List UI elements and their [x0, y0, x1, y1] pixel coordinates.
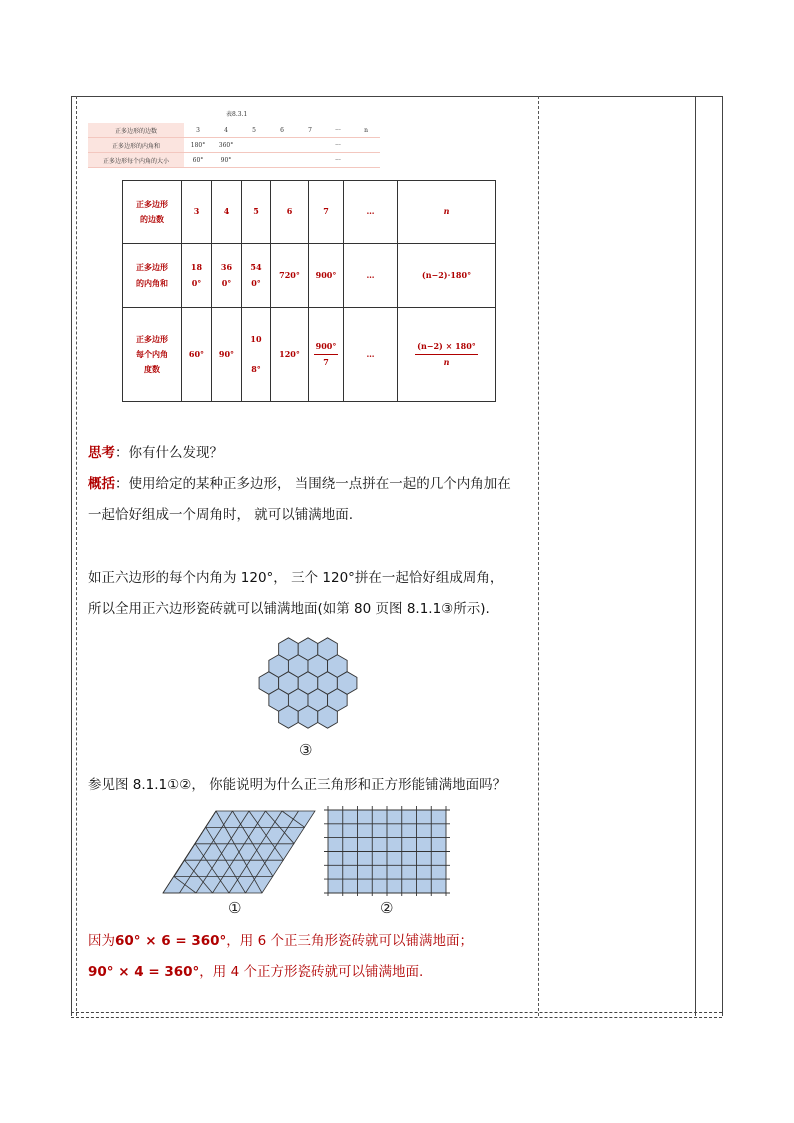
question-line: 参见图 8.1.1①②， 你能说明为什么正三角形和正方形能铺满地面吗？ — [88, 777, 507, 793]
table-row — [123, 181, 496, 244]
table-cell: … — [344, 244, 398, 308]
table-cell: 7 — [309, 181, 344, 244]
table-cell — [242, 308, 271, 402]
table-cell — [268, 153, 296, 168]
table-cell: 7 — [296, 123, 324, 138]
row-header: 正多边形的边数 — [88, 123, 184, 138]
row-header: 正多边形的内角和 — [88, 138, 184, 153]
table-cell: 180° — [184, 138, 212, 153]
table-cell: n — [398, 181, 496, 244]
table-cell — [398, 308, 496, 402]
figure-label: ① — [228, 899, 242, 917]
frame-line — [71, 1012, 722, 1013]
table-cell: … — [344, 181, 398, 244]
polygon-angle-table — [122, 180, 496, 402]
table-row — [88, 153, 380, 168]
table-cell: 5 — [242, 181, 271, 244]
header-line: 正多边形 — [136, 198, 168, 209]
table-cell: ··· — [324, 153, 352, 168]
summary-text: ：使用给定的某种正多边形， 当围绕一点拼在一起的几个内角加在 — [115, 476, 511, 492]
think-line — [88, 441, 223, 461]
table-cell: 60° — [182, 308, 212, 402]
figure-label: ② — [380, 899, 394, 917]
cell-part: 10 — [250, 333, 262, 344]
think-label: 思考 — [88, 445, 115, 461]
table-cell — [309, 308, 344, 402]
row-header — [123, 244, 182, 308]
table-cell — [352, 138, 380, 153]
table-cell: … — [344, 308, 398, 402]
table-cell: 90° — [212, 308, 242, 402]
table-cell: ··· — [324, 138, 352, 153]
cell-part: 18 — [190, 262, 203, 273]
table-cell — [268, 138, 296, 153]
table-cell: 6 — [271, 181, 309, 244]
answer-equation: 90° × 4 = 360° — [88, 964, 200, 980]
fraction — [314, 339, 339, 370]
summary-line-1 — [88, 472, 511, 492]
header-line: 正多边形 — [136, 262, 168, 273]
header-line: 的内角和 — [136, 277, 168, 288]
table-cell — [296, 138, 324, 153]
table-cell: (n−2)·180° — [398, 244, 496, 308]
frame-line — [71, 96, 72, 1016]
table-cell — [296, 153, 324, 168]
header-line: 正多边形 — [136, 333, 168, 344]
frame-line — [722, 96, 723, 1016]
table-cell: 3 — [184, 123, 212, 138]
table-cell — [240, 138, 268, 153]
cell-part: 8° — [251, 364, 261, 375]
table-cell: 5 — [240, 123, 268, 138]
hex-paragraph-line-2: 所以全用正六边形瓷砖就可以铺满地面(如第 80 页图 8.1.1③所示). — [88, 601, 490, 617]
table-cell: n — [352, 123, 380, 138]
answer-text: 因为 — [88, 933, 115, 949]
table-cell: 120° — [271, 308, 309, 402]
header-line: 度数 — [144, 364, 160, 375]
answer-text: ，用 6 个正三角形瓷砖就可以铺满地面； — [226, 933, 473, 949]
table-cell — [352, 153, 380, 168]
fraction-numerator: 900° — [314, 339, 339, 355]
table-cell: 900° — [309, 244, 344, 308]
table-row — [88, 138, 380, 153]
table-cell — [242, 244, 271, 308]
table-cell: 6 — [268, 123, 296, 138]
fraction — [415, 339, 478, 370]
cell-part: 0° — [251, 277, 261, 288]
frame-line — [538, 96, 539, 1016]
table-cell: 60° — [184, 153, 212, 168]
table-cell: 90° — [212, 153, 240, 168]
hex-paragraph-line-1: 如正六边形的每个内角为 120°， 三个 120°拼在一起恰好组成周角， — [88, 570, 504, 586]
summary-line-2: 一起恰好组成一个周角时， 就可以铺满地面. — [88, 507, 354, 523]
row-header — [123, 181, 182, 244]
table-row — [123, 308, 496, 402]
cell-part: 36 — [220, 262, 233, 273]
answer-line-1 — [88, 929, 473, 949]
cell-part: 0° — [191, 277, 202, 288]
cell-part: 0° — [221, 277, 232, 288]
think-text: ：你有什么发现？ — [115, 445, 223, 461]
table-row — [123, 244, 496, 308]
table-cell: ··· — [324, 123, 352, 138]
table-caption: 表8.3.1 — [226, 111, 248, 118]
hexagon-tiling-figure — [248, 628, 368, 738]
row-header: 正多边形每个内角的大小 — [88, 153, 184, 168]
answer-line-2 — [88, 960, 423, 980]
fraction-denominator: n — [443, 357, 450, 367]
fraction-denominator: 7 — [323, 357, 329, 367]
frame-line — [76, 96, 77, 1016]
row-header — [123, 308, 182, 402]
triangle-tiling-figure — [160, 808, 318, 896]
reference-table — [88, 123, 380, 168]
figure-label: ③ — [299, 741, 313, 759]
table-cell: 720° — [271, 244, 309, 308]
answer-text: ，用 4 个正方形瓷砖就可以铺满地面. — [199, 964, 424, 980]
square-grid-figure — [324, 806, 450, 896]
table-cell — [212, 244, 242, 308]
cell-part: 54 — [250, 262, 262, 273]
table-cell: 360° — [212, 138, 240, 153]
table-cell: 3 — [182, 181, 212, 244]
header-line: 每个内角 — [136, 348, 168, 359]
table-cell — [182, 244, 212, 308]
table-cell — [240, 153, 268, 168]
fraction-numerator: (n−2) × 180° — [415, 339, 478, 355]
table-cell: 4 — [212, 181, 242, 244]
frame-line — [695, 96, 696, 1016]
header-line: 的边数 — [140, 214, 164, 224]
answer-equation: 60° × 6 = 360° — [115, 933, 227, 949]
table-cell: 4 — [212, 123, 240, 138]
summary-label: 概括 — [88, 476, 115, 492]
table-row — [88, 123, 380, 138]
